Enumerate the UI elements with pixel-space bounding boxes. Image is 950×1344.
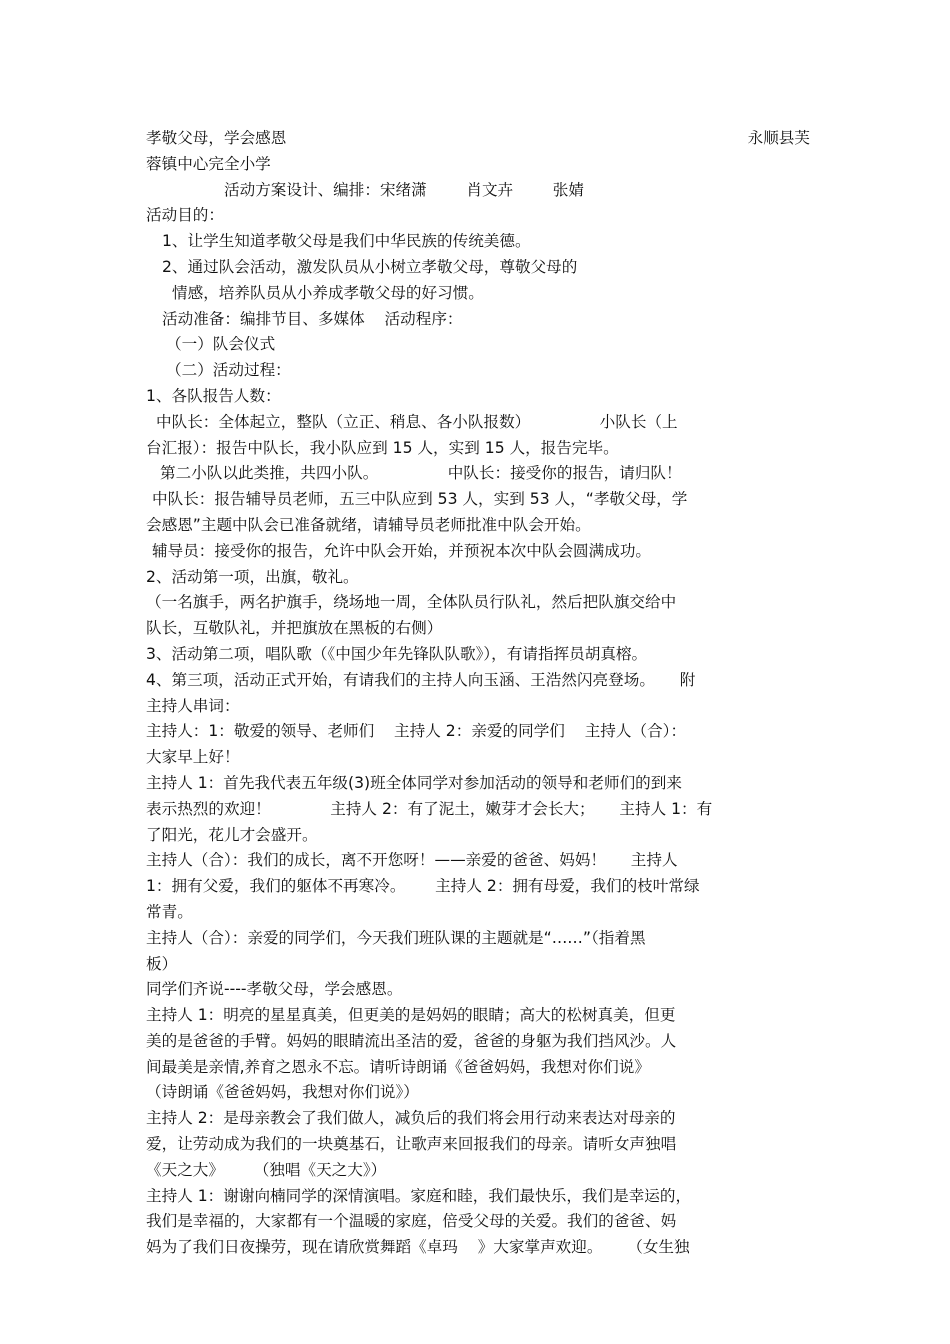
text-line: 会感恩”主题中队会已准备就绪，请辅导员老师批准中队会开始。 <box>146 515 591 534</box>
text-line: 大家早上好！ <box>146 748 240 767</box>
text-line: 主持人：1：敬爱的领导、老师们 主持人 2：亲爱的同学们 主持人（合）： <box>146 722 687 741</box>
text-line: 第二小队以此类推，共四小队。 中队长：接受你的报告，请归队！ <box>160 464 682 483</box>
text-line: 主持人 1：明亮的星星真美，但更美的是妈妈的眼睛；高大的松树真美，但更 <box>146 1006 676 1025</box>
text-line: 主持人（合）：亲爱的同学们，今天我们班队课的主题就是“……”（指着黑 <box>146 928 646 947</box>
text-line: 队长，互敬队礼，并把旗放在黑板的右侧） <box>146 619 443 638</box>
text-line: 《天之大》 （独唱《天之大》） <box>146 1160 387 1179</box>
text-line: （诗朗诵《爸爸妈妈，我想对你们说》） <box>146 1083 419 1102</box>
text-line: 1、让学生知道孝敬父母是我们中华民族的传统美德。 <box>162 232 531 251</box>
text-line: 中队长：报告辅导员老师，五三中队应到 53 人，实到 53 人，“孝敬父母，学 <box>152 490 688 509</box>
text-line: 间最美是亲情,养育之恩永不忘。请听诗朗诵《爸爸妈妈，我想对你们说》 <box>146 1057 650 1076</box>
text-line: 辅导员：接受你的报告，允许中队会开始，并预祝本次中队会圆满成功。 <box>152 541 652 560</box>
text-line: （二）活动过程： <box>166 361 291 380</box>
text-line: 2、活动第一项，出旗，敬礼。 <box>146 567 359 586</box>
designers-line: 活动方案设计、编排：宋绪潇 肖文卉 张婧 <box>224 180 584 199</box>
text-line: 主持人 1：谢谢向楠同学的深情演唱。家庭和睦，我们最快乐，我们是幸运的， <box>146 1186 692 1205</box>
text-line: 中队长：全体起立，整队（立正、稍息、各小队报数） 小队长（上 <box>156 412 678 431</box>
text-line: 4、第三项，活动正式开始，有请我们的主持人向玉涵、王浩然闪亮登场。 附 <box>146 670 696 689</box>
text-line: 主持人 1：首先我代表五年级(3)班全体同学对参加活动的领导和老师们的到来 <box>146 773 682 792</box>
text-line: （一名旗手，两名护旗手，绕场地一周，全体队员行队礼，然后把队旗交给中 <box>146 593 677 612</box>
document-page <box>146 126 810 1261</box>
text-line: 主持人（合）：我们的成长，离不开您呀！——亲爱的爸爸、妈妈！ 主持人 <box>146 851 678 870</box>
text-line: 爱，让劳动成为我们的一块奠基石，让歌声来回报我们的母亲。请听女声独唱 <box>146 1135 677 1154</box>
document-title: 孝敬父母，学会感恩 <box>146 129 287 147</box>
school-name-end: 蓉镇中心完全小学 <box>146 154 271 173</box>
text-line: 3、活动第二项，唱队歌（《中国少年先锋队队歌》），有请指挥员胡真榕。 <box>146 644 648 663</box>
text-line: 活动准备：编排节目、多媒体 活动程序： <box>162 309 463 328</box>
text-line: 2、通过队会活动，激发队员从小树立孝敬父母，尊敬父母的 <box>162 257 578 276</box>
text-line: 了阳光，花儿才会盛开。 <box>146 825 318 844</box>
text-line: （一）队会仪式 <box>166 335 276 354</box>
text-line: 台汇报）：报告中队长，我小队应到 15 人，实到 15 人，报告完毕。 <box>146 438 619 457</box>
text-line: 同学们齐说----孝敬父母，学会感恩。 <box>146 980 403 999</box>
text-line: 美的是爸爸的手臂。妈妈的眼睛流出圣洁的爱，爸爸的身躯为我们挡风沙。人 <box>146 1031 677 1050</box>
school-name-start: 永顺县芙 <box>747 129 810 147</box>
text-line: 主持人串词： <box>146 696 240 715</box>
text-line: 1、各队报告人数： <box>146 386 281 405</box>
text-line: 我们是幸福的，大家都有一个温暖的家庭，倍受父母的关爱。我们的爸爸、妈 <box>146 1212 677 1231</box>
text-line: 妈为了我们日夜操劳，现在请欣赏舞蹈《卓玛 》大家掌声欢迎。 （女生独 <box>146 1238 690 1257</box>
text-line: 表示热烈的欢迎！ 主持人 2：有了泥土，嫩芽才会长大； 主持人 1：有 <box>146 799 713 818</box>
text-line: 1：拥有父爱，我们的躯体不再寒冷。 主持人 2：拥有母爱，我们的枝叶常绿 <box>146 877 700 896</box>
text-line: 情感，培养队员从小养成孝敬父母的好习惯。 <box>172 283 484 302</box>
text-line: 常青。 <box>146 902 193 921</box>
text-line: 主持人 2：是母亲教会了我们做人，减负后的我们将会用行动来表达对母亲的 <box>146 1109 676 1128</box>
text-line: 板） <box>146 954 178 973</box>
text-line: 活动目的： <box>146 206 224 225</box>
title-row <box>146 126 810 152</box>
